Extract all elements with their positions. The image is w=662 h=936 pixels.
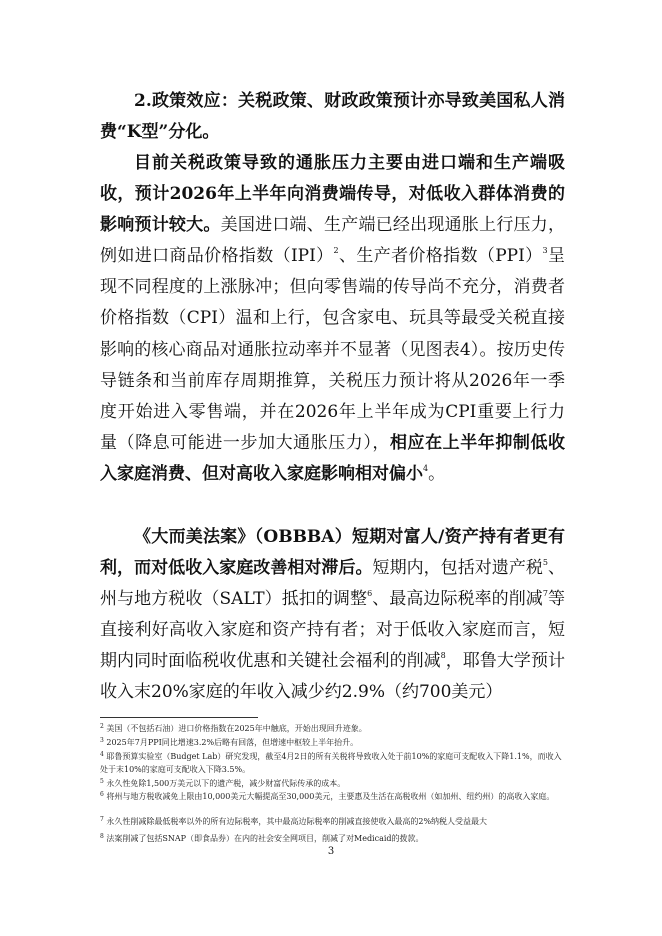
footnote-5 [100,778,565,791]
text-segment: 、最高边际税率的削减 [372,589,543,610]
footnote-6 [100,791,565,804]
text-segment: 美国进口端、生产端已经出现通胀上行压力，例如进口商品价格指数（IPI） [100,215,566,267]
footnote-number: 3 [100,737,104,744]
footnote-4 [100,751,565,776]
footnote-number: 4 [100,751,104,758]
footnote-text: 法案削减了包括SNAP（即食品券）在内的社会安全网项目，削减了对Medicaid的拨款。 [106,834,424,843]
page-number: 3 [327,846,335,857]
footnote-2 [100,723,565,736]
footnote-text: 耶鲁预算实验室（Budget Lab）研究发现，截至4月2日的所有关税将导致收入处于前10%的家庭可支配收入下降1.1%，而收入处于末10%的家庭可支配收入下降3.5%。 [100,752,562,774]
footnote-number: 8 [100,833,104,840]
text-segment: 等直接利好高收入家庭和资产持有者；对于低收入家庭而言，短期内同时面临税收优惠和关键社会福利的削减 [100,589,566,672]
text-segment: 。 [428,463,446,484]
footnote-number: 2 [100,723,104,730]
footnote-ref-3[interactable]: 3 [542,246,548,256]
footnote-ref-7[interactable]: 7 [542,589,548,599]
footnote-3 [100,737,565,750]
footnote-ref-8[interactable]: 8 [440,651,446,661]
footnote-ref-2[interactable]: 2 [333,246,339,256]
section-heading: 2.政策效应：关税政策、财政政策预计亦导致美国私人消费“K型”分化。 [100,91,565,143]
paragraph-tariff-inflation [100,148,565,490]
text-segment: 、生产者价格指数（PPI） [338,246,543,267]
text-segment: 短期内，包括对遗产税 [372,558,543,579]
footnote-divider [100,717,258,718]
paragraph-obbba [100,522,565,709]
footnote-number: 5 [100,778,104,785]
footnote-number: 6 [100,791,104,798]
tariff-conclusion: 相应在上半年抑制低收入家庭消费、但对高收入家庭影响相对偏小 [100,432,566,484]
obbba-lead-sentence: 《大而美法案》（OBBBA）短期对富人/资产持有者更有利，而对低收入家庭改善相对滞后。 [100,527,565,579]
footnote-8 [100,833,565,846]
footnote-text: 永久性免除1,500万美元以下的遗产税，减少财富代际传承的成本。 [106,779,346,788]
footnote-text: 美国（不包括石油）进口价格指数在2025年中触底，开始出现回升迹象。 [106,724,367,733]
text-segment: ，耶鲁大学预计收入末20%家庭的年收入减少约2.9%（约700美元） [100,651,566,703]
footnote-text: 2025年7月PPI同比增速3.2%后略有回落，但增速中枢较上半年抬升。 [106,738,359,747]
text-segment: 、州与地方税收（SALT）抵扣的调整 [100,558,566,610]
footnote-number: 7 [100,816,104,823]
footnote-ref-5[interactable]: 5 [542,558,548,568]
footnote-ref-4[interactable]: 4 [423,463,429,473]
footnote-ref-6[interactable]: 6 [367,589,373,599]
tariff-lead-sentence: 目前关税政策导致的通胀压力主要由进口端和生产端吸收，预计2026年上半年向消费端传导，对低收入群体消费的影响预计较大。 [100,153,565,236]
footnote-text: 将州与地方税收减免上限由10,000美元大幅提高至30,000美元，主要惠及生活在高税收州（如加州、纽约州）的高收入家庭。 [106,792,555,801]
text-segment: 呈现不同程度的上涨脉冲；但向零售端的传导尚不充分，消费者价格指数（CPI）温和上行，包含家电、玩具等最受关税直接影响的核心商品对通胀拉动率并不显著（见图表4）。按历史传导链条和当前库存周期推算，关税压力预计将从2026年一季度开始进入零售端，并在2026年上半年成为CPI重要上行力量（降息可能进一步加大通胀压力）， [100,246,565,453]
footnote-text: 永久性削减除最低税率以外的所有边际税率，其中最高边际税率的削减直接使收入最高的2%纳税人受益最大 [106,817,488,826]
footnote-7 [100,816,565,829]
